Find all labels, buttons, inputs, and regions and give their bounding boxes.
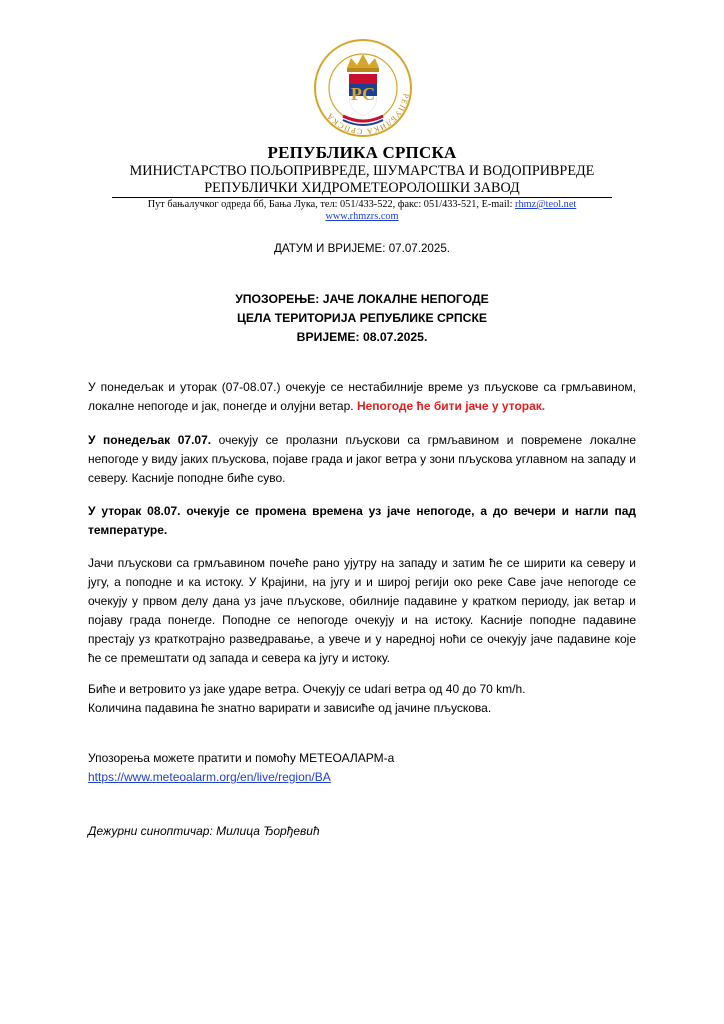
paragraph-monday: [88, 431, 636, 488]
monday-text: очекују се пролазни пљускови са грмљавином и повремене локалне непогоде у виду јаких пљускова, појаве града и јаког ветра у зони пљускова углавном на западу и северу. Касније поподне биће суво.: [88, 433, 637, 485]
paragraph-overview: [88, 378, 636, 416]
paragraph-meteoalarm: [88, 749, 636, 787]
warning-area: ЦЕЛА ТЕРИТОРИЈА РЕПУБЛИКЕ СРПСКЕ: [236, 311, 488, 325]
warning-date: ВРИЈЕМЕ: 08.07.2025.: [296, 330, 428, 344]
forecaster-signature: Дежурни синоптичар: Милица Ђорђевић: [88, 824, 320, 838]
header-website: [0, 211, 724, 222]
header-divider: [112, 197, 612, 198]
contact-address: Пут бањалучког одреда бб, Бања Лука, тел: 051/433-522, факс: 051/433-521, E-mail:: [147, 199, 516, 210]
meteoalarm-text: Упозорења можете пратити и помоћу МЕТЕОАЛАРМ-а: [88, 751, 395, 765]
paragraph-tuesday-summary: У уторак 08.07. очекује се промена времена уз јаче непогоде, а до вечери и нагли пад температуре.: [88, 504, 636, 537]
header-title: РЕПУБЛИКА СРПСКА: [267, 143, 457, 162]
overview-text: У понедељак и уторак (07-08.07.) очекује се нестабилније време уз пљускове са грмљавином, локалне непогоде и јак, понегде и олујни ветар.: [88, 380, 636, 413]
email-link[interactable]: rhmz@teol.net: [515, 199, 577, 210]
paragraph-wind-precip: [88, 680, 636, 718]
paragraph-tuesday-details: Јачи пљускови са грмљавином почеће рано ујутру на западу и затим ће се ширити ка северу и југу, а поподне и ка истоку. У Крајини, на југу и и широј регији око реке Саве јаче непогоде се очекују у првом делу дана уз јаче пљускове, обилније падавине у кратком периоду, јак ветар и појаву града понегде. Поподне се непогоде очекују и на истоку. Касније поподне падавине престају уз краткотрајно разведравање, а увече и у наредној ноћи се очекују јаче падавине које ће се премештати од запада и севера ка југу и истоку.: [88, 556, 636, 665]
warning-title: УПОЗОРЕЊЕ: ЈАЧЕ ЛОКАЛНЕ НЕПОГОДЕ: [235, 292, 489, 306]
date-time: ДАТУМ И ВРИЈЕМЕ: 07.07.2025.: [274, 242, 450, 255]
svg-text:РЕПУБЛИКА СРПСКА: РЕПУБЛИКА СРПСКА: [324, 92, 411, 137]
header-contact: [0, 199, 724, 210]
precip-line: Количина падавина ће знатно варирати и зависиће од јачине пљускова.: [88, 701, 492, 715]
svg-text:РС: РС: [350, 84, 376, 104]
coat-of-arms-emblem: [313, 38, 413, 138]
overview-highlight: Непогоде ће бити јаче у уторак.: [356, 399, 546, 413]
meteoalarm-link[interactable]: https://www.meteoalarm.org/en/live/region/BA: [88, 770, 331, 784]
website-link[interactable]: www.rhmzrs.com: [325, 211, 399, 222]
header-ministry: МИНИСТАРСТВО ПОЉОПРИВРЕДЕ, ШУМАРСТВА И ВОДОПРИВРЕДЕ: [129, 163, 595, 179]
header-institute: РЕПУБЛИЧКИ ХИДРОМЕТЕОРОЛОШКИ ЗАВОД: [204, 180, 520, 196]
monday-label: У понедељак 07.07.: [88, 433, 212, 447]
wind-line: Биће и ветровито уз јаке ударе ветра. Очекују се udari ветра од 40 до 70 km/h.: [88, 682, 526, 696]
